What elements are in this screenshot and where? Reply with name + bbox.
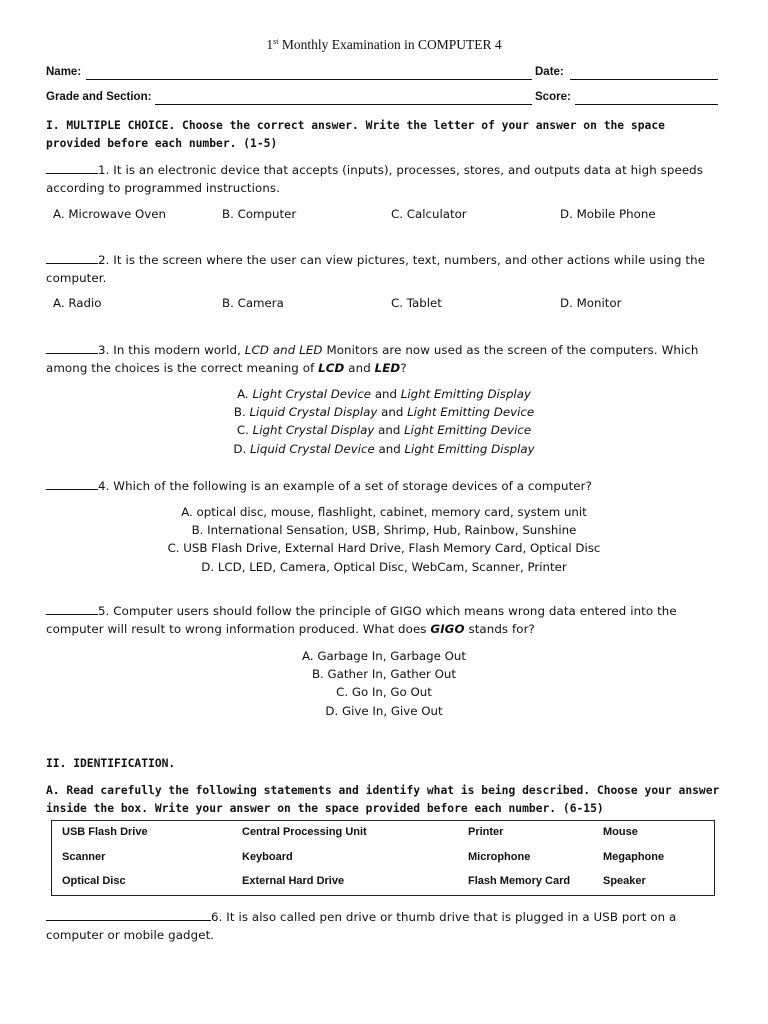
- q2-choices: [53, 296, 713, 314]
- question-5: 5. Computer users should follow the principle of GIGO which means wrong data entered into the computer will result to wrong information produced. What does GIGO stands for?: [46, 604, 677, 636]
- box-item: Scanner: [62, 851, 106, 863]
- q3-choices: [0, 385, 768, 458]
- box-item: Flash Memory Card: [468, 875, 571, 887]
- exam-title: 1st Monthly Examination in COMPUTER 4: [266, 37, 502, 52]
- q3-choice-a: A. Light Crystal Device and Light Emitting Display: [237, 387, 531, 401]
- box-item: USB Flash Drive: [62, 826, 148, 838]
- name-date-row: [46, 66, 726, 86]
- score-field[interactable]: [575, 104, 718, 105]
- section1-heading: I. MULTIPLE CHOICE. Choose the correct answer. Write the letter of your answer on the space provided before each number. (1-5): [46, 119, 665, 150]
- q3-choice-c: C. Light Crystal Display and Light Emitting Device: [236, 423, 532, 438]
- score-label: Score:: [535, 91, 571, 103]
- grade-section-label: Grade and Section:: [46, 91, 152, 103]
- answer-blank-1[interactable]: [46, 161, 98, 174]
- q4-choice-a: A. optical disc, mouse, flashlight, cabinet, memory card, system unit: [181, 505, 587, 519]
- date-label: Date:: [535, 66, 564, 78]
- box-item: Speaker: [603, 875, 646, 887]
- answer-blank-5[interactable]: [46, 602, 98, 615]
- section2-instructions: A. Read carefully the following statements and identify what is being described. Choose your answer inside the box. Write your answer on the space provided before each number. (6-15): [46, 784, 720, 815]
- box-item: Microphone: [468, 851, 531, 863]
- answer-blank-3[interactable]: [46, 341, 98, 354]
- q2-choice-c: C. Tablet: [391, 296, 442, 310]
- q2-choice-d: D. Monitor: [560, 296, 622, 310]
- section2-heading: II. IDENTIFICATION.: [46, 757, 176, 770]
- box-item: Megaphone: [603, 851, 665, 863]
- question-1: 1. It is an electronic device that accepts (inputs), processes, stores, and outputs data at high speeds according to programmed instructions.: [46, 163, 704, 195]
- date-field[interactable]: [570, 79, 718, 80]
- name-field[interactable]: [86, 79, 532, 80]
- q4-choice-b: B. International Sensation, USB, Shrimp, Hub, Rainbow, Sunshine: [191, 523, 577, 538]
- q5-choice-b: B. Gather In, Gather Out: [311, 667, 457, 682]
- q2-choice-b: B. Camera: [222, 296, 284, 310]
- answer-blank-2[interactable]: [46, 251, 98, 264]
- q3-choice-d: D. Liquid Crystal Device and Light Emitting Display: [233, 441, 535, 456]
- q4-choices: [0, 503, 768, 576]
- answer-blank-4[interactable]: [46, 477, 98, 490]
- q5-choices: [0, 647, 768, 720]
- q2-choice-a: A. Radio: [53, 296, 102, 310]
- box-item: Mouse: [603, 826, 638, 838]
- q1-choice-b: B. Computer: [222, 207, 297, 221]
- box-item: Central Processing Unit: [242, 826, 367, 838]
- q4-choice-d: D. LCD, LED, Camera, Optical Disc, WebCam, Scanner, Printer: [201, 559, 567, 574]
- q1-choice-d: D. Mobile Phone: [560, 207, 656, 221]
- q1-choices: [53, 207, 713, 225]
- box-item: External Hard Drive: [242, 875, 345, 887]
- q1-choice-c: C. Calculator: [391, 207, 467, 221]
- name-label: Name:: [46, 66, 82, 78]
- grade-section-field[interactable]: [155, 104, 532, 105]
- q5-choice-a: A. Garbage In, Garbage Out: [301, 649, 467, 663]
- question-6: 6. It is also called pen drive or thumb drive that is plugged in a USB port on a computer or mobile gadget.: [46, 910, 677, 942]
- q5-choice-d: D. Give In, Give Out: [325, 703, 443, 718]
- question-4: 4. Which of the following is an example of a set of storage devices of a computer?: [46, 477, 722, 495]
- q4-choice-c: C. USB Flash Drive, External Hard Drive, Flash Memory Card, Optical Disc: [167, 541, 601, 556]
- q1-choice-a: A. Microwave Oven: [53, 207, 166, 221]
- q3-choice-b: B. Liquid Crystal Display and Light Emitting Device: [233, 405, 535, 420]
- box-item: Printer: [468, 826, 504, 838]
- question-3: 3. In this modern world, LCD and LED Monitors are now used as the screen of the computers. Which among the choices is the correct meaning of LCD and LED?: [46, 343, 699, 375]
- box-item: Optical Disc: [62, 875, 126, 887]
- answer-blank-6[interactable]: [46, 908, 211, 921]
- question-2: 2. It is the screen where the user can view pictures, text, numbers, and other actions while using the computer.: [46, 253, 706, 285]
- box-item: Keyboard: [242, 851, 293, 863]
- answer-choices-box: [51, 820, 715, 896]
- q5-choice-c: C. Go In, Go Out: [336, 685, 432, 700]
- grade-score-row: [46, 91, 726, 111]
